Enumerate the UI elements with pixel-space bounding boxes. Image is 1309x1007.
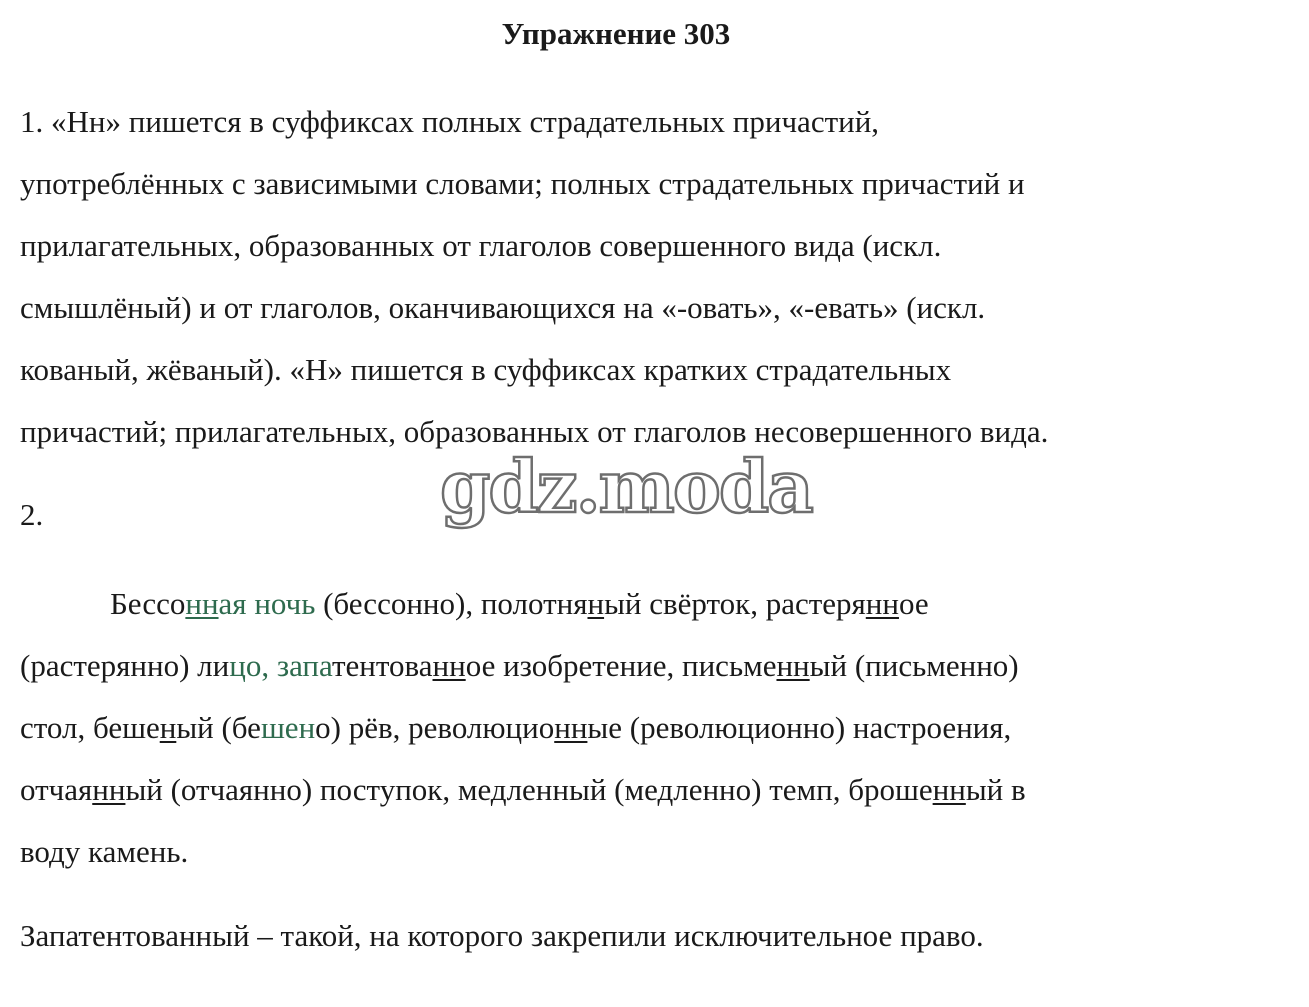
rules-paragraph	[20, 91, 1280, 463]
underlined-suffix: нн	[432, 648, 466, 683]
phrases-line: воду камень.	[20, 834, 189, 869]
phrases-line	[20, 697, 1280, 759]
text-fragment: ое изобретение, письме	[465, 648, 777, 683]
phrases-line	[20, 573, 1280, 635]
phrases-line	[20, 635, 1280, 697]
text-fragment: (растерянно) ли	[20, 648, 230, 683]
underlined-suffix: нн	[865, 586, 899, 621]
phrases-paragraph	[20, 573, 1280, 883]
underlined-suffix: нн	[92, 772, 126, 807]
text-fragment: ый (письменно)	[809, 648, 1019, 683]
watermark-logo: gdz.moda	[440, 444, 812, 529]
text-fragment: Бессо	[110, 586, 186, 621]
text-fragment: стол, беше	[20, 710, 160, 745]
highlighted-text: цо, запа	[229, 648, 332, 683]
text-fragment: о) рёв, революцио	[315, 710, 555, 745]
underlined-suffix: нн	[932, 772, 966, 807]
rules-line: 1. «Нн» пишется в суффиксах полных страдательных причастий,	[20, 104, 880, 139]
underlined-suffix: нн	[185, 586, 219, 621]
definition-text: Запатентованный – такой, на которого закрепили исключительное право.	[20, 918, 984, 953]
section-number: 2.	[20, 497, 44, 532]
text-fragment: (бессонно), полотня	[315, 586, 588, 621]
rules-line: смышлёный) и от глаголов, оканчивающихся на «-овать», «-евать» (искл.	[20, 290, 986, 325]
highlighted-text: ая ночь	[218, 586, 316, 621]
text-fragment: ые (революционно) настроения,	[587, 710, 1012, 745]
highlighted-text: шен	[260, 710, 316, 745]
exercise-title: Упражнение 303	[501, 16, 731, 51]
text-fragment: ый (бе	[176, 710, 261, 745]
text-fragment: отчая	[20, 772, 93, 807]
underlined-suffix: н	[159, 710, 177, 745]
text-fragment: тентова	[331, 648, 433, 683]
text-fragment: ый свёрток, растеря	[604, 586, 866, 621]
rules-line: кованый, жёваный). «Н» пишется в суффиксах кратких страдательных	[20, 352, 952, 387]
text-fragment: ый (отчаянно) поступок, медленный (медленно) темп, броше	[125, 772, 933, 807]
text-fragment: ое	[898, 586, 929, 621]
rules-line: прилагательных, образованных от глаголов совершенного вида (искл.	[20, 228, 942, 263]
text-fragment: ый в	[965, 772, 1026, 807]
phrases-line	[20, 759, 1280, 821]
rules-line: причастий; прилагательных, образованных от глаголов несовершенного вида.	[20, 414, 1049, 449]
underlined-suffix: н	[587, 586, 605, 621]
underlined-suffix: нн	[776, 648, 810, 683]
rules-line: употреблённых с зависимыми словами; полных страдательных причастий и	[20, 166, 1025, 201]
underlined-suffix: нн	[554, 710, 588, 745]
